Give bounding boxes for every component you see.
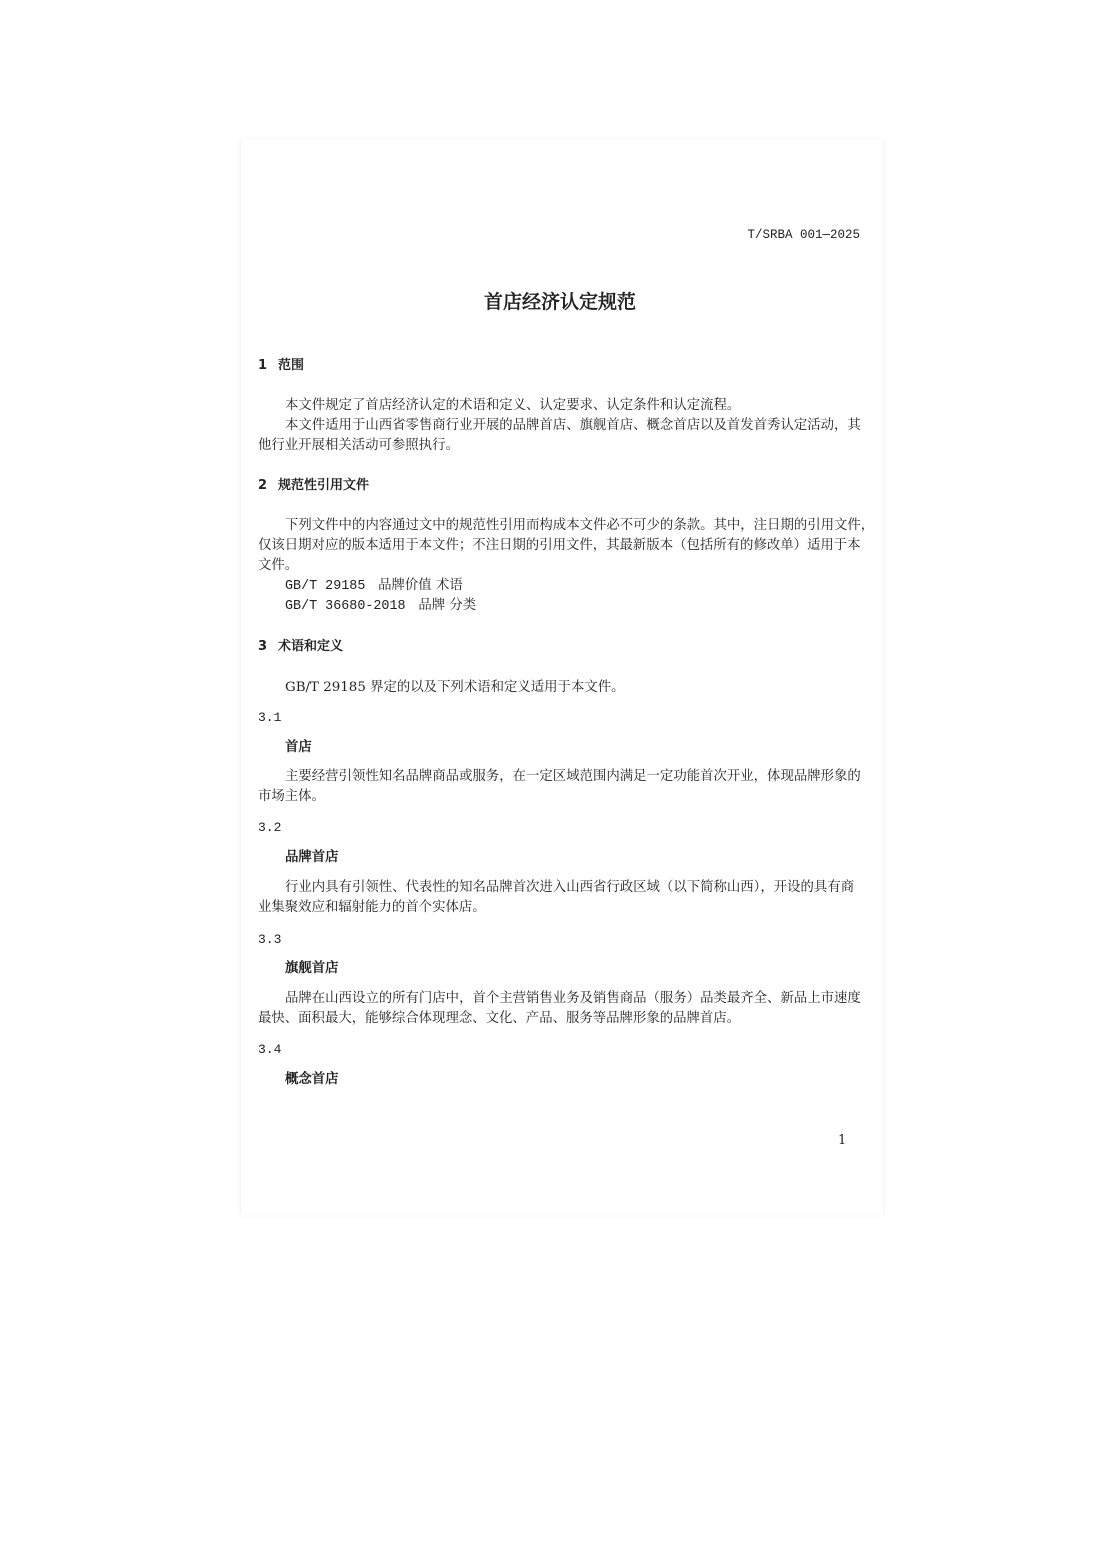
reference-item xyxy=(285,596,476,617)
section-title: 术语和定义 xyxy=(278,639,344,654)
paragraph-line: 下列文件中的内容通过文中的规范性引用而构成本文件必不可少的条款。其中，注日期的引用文件， xyxy=(285,518,875,533)
term-number: 3.4 xyxy=(258,1042,282,1057)
paragraph-line: 行业内具有引领性、代表性的知名品牌首次进入山西省行政区域（以下简称山西），开设的具有商 xyxy=(285,880,855,895)
document-code: T/SRBA 001—2025 xyxy=(747,228,860,242)
paragraph-line: 最快、面积最大，能够综合体现理念、文化、产品、服务等品牌形象的品牌首店。 xyxy=(258,1011,741,1026)
section-heading-1 xyxy=(258,356,304,376)
reference-item xyxy=(285,576,463,597)
paragraph-line: 业集聚效应和辐射能力的首个实体店。 xyxy=(258,900,486,915)
section-heading-3 xyxy=(258,637,343,657)
reference-name: 品牌价值 术语 xyxy=(378,578,463,593)
term-title: 旗舰首店 xyxy=(285,961,339,976)
paragraph-line: 仅该日期对应的版本适用于本文件；不注日期的引用文件，其最新版本（包括所有的修改单）适用于本 xyxy=(258,538,861,553)
section-title: 范围 xyxy=(278,358,305,373)
paragraph-line: 主要经营引领性知名品牌商品或服务，在一定区域范围内满足一定功能首次开业，体现品牌形象的 xyxy=(285,769,861,784)
section-number: 3 xyxy=(258,639,268,654)
reference-name: 品牌 分类 xyxy=(418,598,477,613)
paragraph-line: 本文件适用于山西省零售商行业开展的品牌首店、旗舰首店、概念首店以及首发首秀认定活动，其 xyxy=(285,418,861,433)
term-number: 3.1 xyxy=(258,710,282,725)
paragraph-line: 他行业开展相关活动可参照执行。 xyxy=(258,438,459,453)
page-title: 首店经济认定规范 xyxy=(483,291,636,313)
paragraph-line: GB/T 29185 界定的以及下列术语和定义适用于本文件。 xyxy=(285,680,625,695)
paragraph-line: 文件。 xyxy=(258,558,299,573)
paragraph-line: 本文件规定了首店经济认定的术语和定义、认定要求、认定条件和认定流程。 xyxy=(285,398,741,413)
paragraph-line: 市场主体。 xyxy=(258,789,325,804)
paragraph-line: 品牌在山西设立的所有门店中，首个主营销售业务及销售商品（服务）品类最齐全、新品上市速度 xyxy=(285,991,861,1006)
reference-code: GB/T 36680-2018 xyxy=(285,599,406,614)
reference-code: GB/T 29185 xyxy=(285,579,366,594)
page-number: 1 xyxy=(838,1133,847,1148)
section-number: 2 xyxy=(258,478,268,493)
section-number: 1 xyxy=(258,358,268,373)
term-title: 品牌首店 xyxy=(285,850,339,865)
term-title: 首店 xyxy=(285,740,312,755)
term-number: 3.3 xyxy=(258,932,282,947)
section-title: 规范性引用文件 xyxy=(278,478,370,493)
term-title: 概念首店 xyxy=(285,1072,339,1087)
term-number: 3.2 xyxy=(258,820,282,835)
section-heading-2 xyxy=(258,476,369,496)
